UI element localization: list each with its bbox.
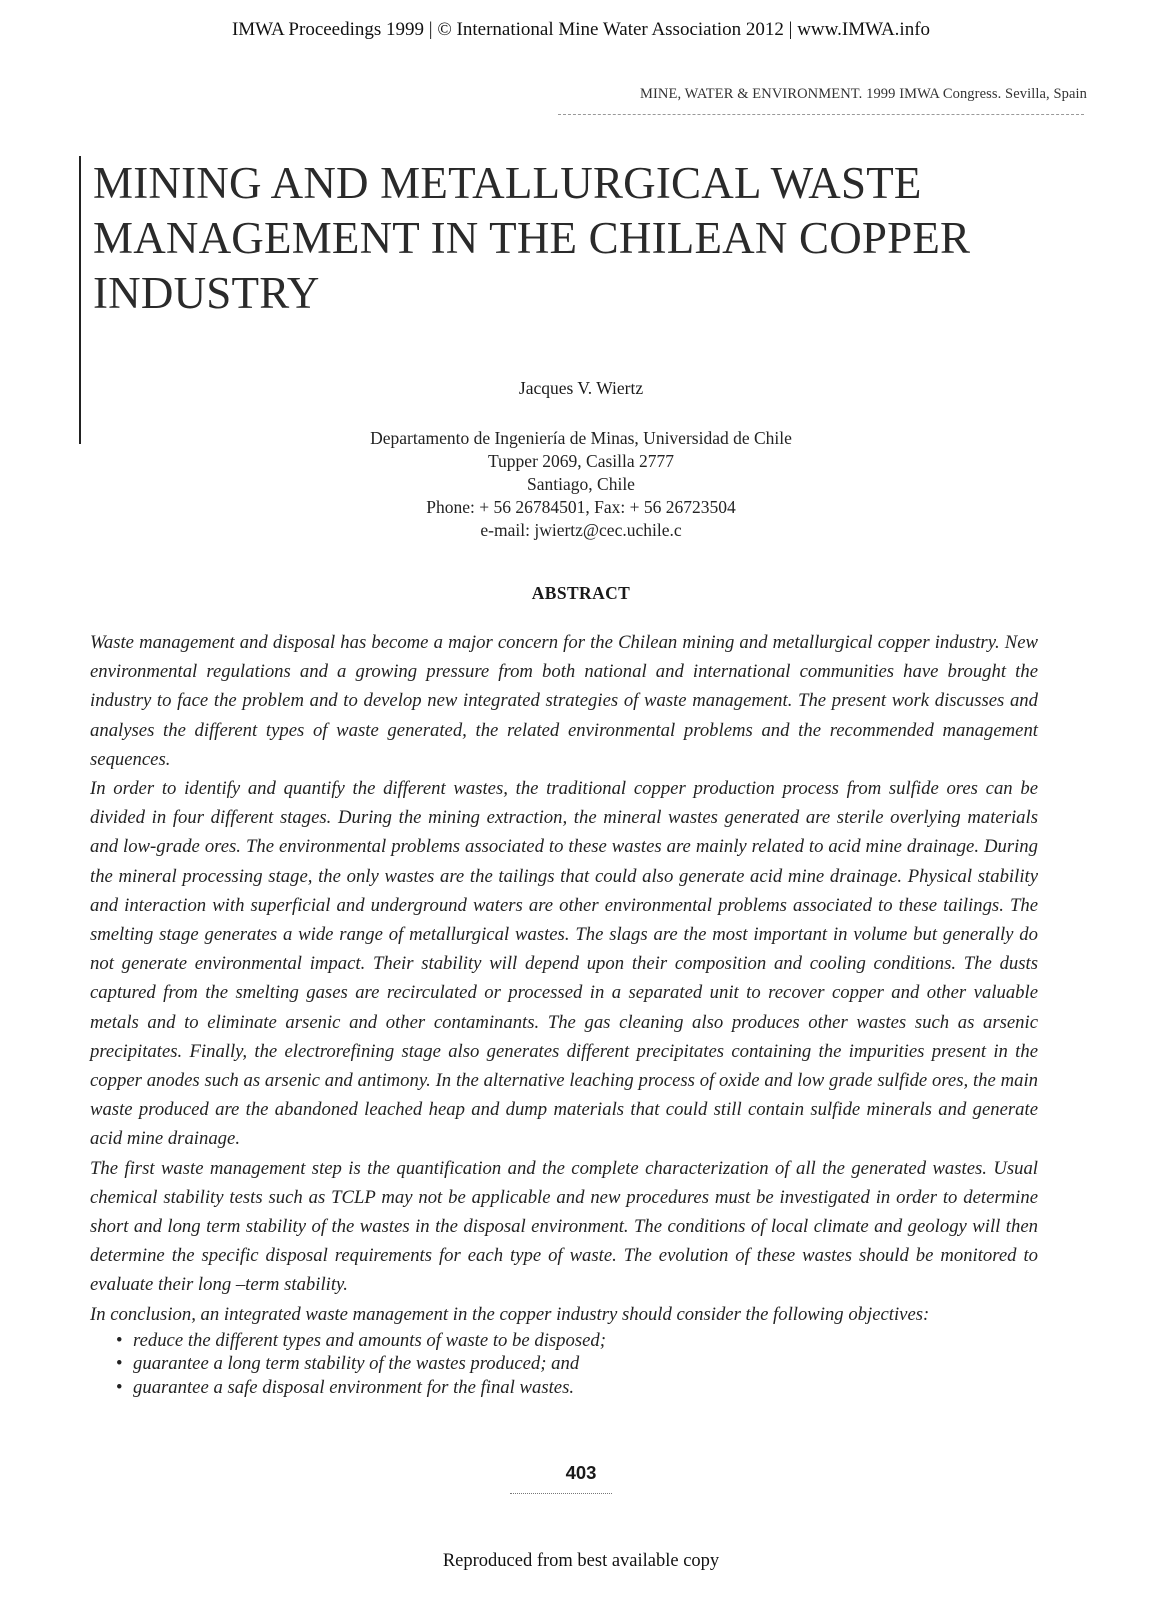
title-line-3: INDUSTRY	[93, 268, 320, 318]
abstract-paragraph-4: In conclusion, an integrated waste management in the copper industry should consider the following objectives:	[90, 1303, 930, 1325]
list-item	[90, 1329, 1038, 1353]
list-item	[90, 1376, 1038, 1400]
abstract-paragraph-3: The first waste management step is the quantification and the complete characterization of all the generated wastes. Usual chemical stability tests such as TCLP may not be applicable and new procedures must be investigated in order to determine short and long term stability of the wastes in the disposal environment. The conditions of local climate and geology will then determine the specific disposal requirements for each type of waste. The evolution of these wastes should be monitored to evaluate their long –term stability.	[90, 1157, 1038, 1296]
running-head: MINE, WATER & ENVIRONMENT. 1999 IMWA Congress. Sevilla, Spain	[640, 86, 1087, 102]
abstract-paragraph-1: Waste management and disposal has become a major concern for the Chilean mining and metallurgical copper industry. New environmental regulations and a growing pressure from both national and international communities have brought the industry to face the problem and to develop new integrated strategies of waste management. The present work discusses and analyses the different types of waste generated, the related environmental problems and the recommended management sequences.	[90, 632, 1038, 770]
affiliation-email: e-mail: jwiertz@cec.uchile.c	[480, 520, 682, 540]
objectives-list	[90, 1329, 1038, 1400]
page-number-rule	[510, 1493, 612, 1495]
abstract-heading: ABSTRACT	[531, 583, 631, 603]
proceedings-banner: IMWA Proceedings 1999 | © International Mine Water Association 2012 | www.IMWA.info	[231, 19, 931, 40]
paper-title	[93, 156, 1103, 321]
abstract-body	[90, 628, 1038, 1399]
author-name: Jacques V. Wiertz	[518, 378, 644, 398]
list-item	[90, 1352, 1038, 1376]
objective-text: guarantee a long term stability of the wastes produced; and	[133, 1353, 580, 1375]
bullet-icon: •	[116, 1353, 123, 1375]
bullet-icon: •	[116, 1376, 123, 1398]
page-number: 403	[565, 1462, 597, 1483]
title-line-2: MANAGEMENT IN THE CHILEAN COPPER	[93, 213, 971, 263]
title-line-1: MINING AND METALLURGICAL WASTE	[93, 158, 922, 208]
bullet-icon: •	[116, 1329, 123, 1351]
margin-bar	[79, 156, 81, 444]
abstract-paragraph-2: In order to identify and quantify the different wastes, the traditional copper production process from sulfide ores can be divided in four different stages. During the mining extraction, the mineral wastes generated are sterile overlying materials and low-grade ores. The environmental problems associated to these wastes are mainly related to acid mine drainage. During the mineral processing stage, the only wastes are the tailings that could also generate acid mine drainage. Physical stability and interaction with superficial and underground waters are other environmental problems associated to these tailings. The smelting stage generates a wide range of metallurgical wastes. The slags are the most important in volume but generally do not generate environmental impact. Their stability will depend upon their composition and cooling conditions. The dusts captured from the smelting gases are recirculated or processed in a separated unit to recover copper and other valuable metals and to eliminate arsenic and other contaminants. The gas cleaning also produces other wastes such as arsenic precipitates. Finally, the electrorefining stage also generates different precipitates containing the impurities present in the copper anodes such as arsenic and antimony. In the alternative leaching process of oxide and low grade sulfide ores, the main waste produced are the abandoned leached heap and dump materials that could still contain sulfide minerals and generate acid mine drainage.	[90, 778, 1038, 1150]
affiliation-address: Tupper 2069, Casilla 2777	[487, 451, 675, 471]
affiliation-phone: Phone: + 56 26784501, Fax: + 56 26723504	[426, 497, 736, 517]
objective-text: guarantee a safe disposal environment for the final wastes.	[133, 1376, 575, 1398]
reproduction-note: Reproduced from best available copy	[442, 1551, 720, 1571]
affiliation-block	[0, 427, 1162, 542]
affiliation-department: Departamento de Ingeniería de Minas, Universidad de Chile	[370, 428, 792, 448]
objective-text: reduce the different types and amounts of waste to be disposed;	[133, 1329, 606, 1351]
affiliation-city: Santiago, Chile	[527, 474, 635, 494]
running-head-rule	[558, 114, 1084, 117]
